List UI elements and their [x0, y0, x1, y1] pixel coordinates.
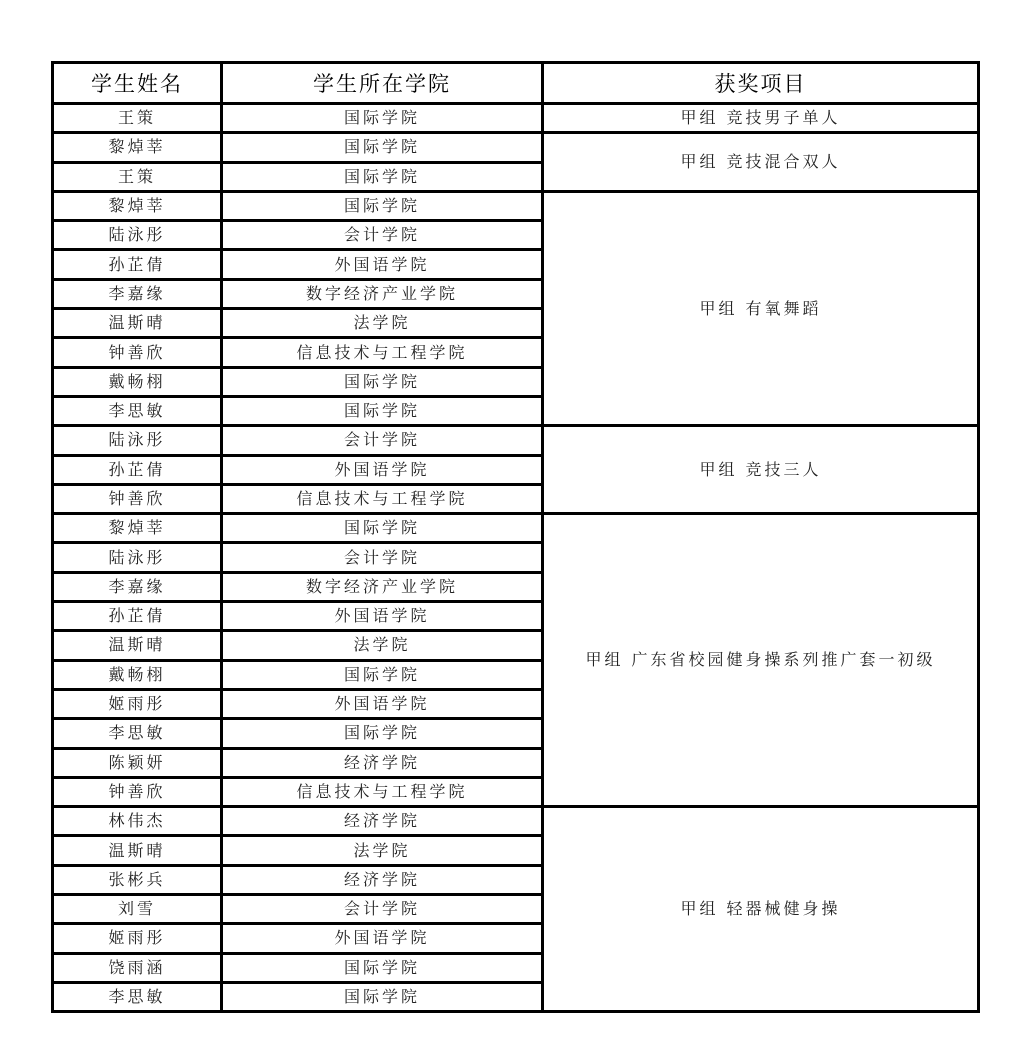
table-row — [53, 104, 979, 133]
header-award: 获奖项目 — [543, 63, 979, 104]
student-name-cell: 陆泳彤 — [53, 543, 222, 572]
student-name-cell: 王策 — [53, 162, 222, 191]
college-cell: 国际学院 — [222, 514, 543, 543]
college-cell: 国际学院 — [222, 396, 543, 425]
student-name-cell: 黎焯莘 — [53, 191, 222, 220]
student-name-cell: 李思敏 — [53, 982, 222, 1011]
student-name-cell: 陆泳彤 — [53, 221, 222, 250]
college-cell: 经济学院 — [222, 748, 543, 777]
table-body — [53, 104, 979, 1012]
student-name-cell: 钟善欣 — [53, 338, 222, 367]
student-name-cell: 黎焯莘 — [53, 133, 222, 162]
student-name-cell: 戴畅栩 — [53, 660, 222, 689]
college-cell: 数字经济产业学院 — [222, 572, 543, 601]
student-name-cell: 温斯晴 — [53, 631, 222, 660]
student-name-cell: 林伟杰 — [53, 807, 222, 836]
student-name-cell: 姬雨彤 — [53, 924, 222, 953]
student-name-cell: 李嘉缘 — [53, 279, 222, 308]
student-name-cell: 孙芷倩 — [53, 602, 222, 631]
college-cell: 法学院 — [222, 836, 543, 865]
student-name-cell: 钟善欣 — [53, 484, 222, 513]
student-name-cell: 黎焯莘 — [53, 514, 222, 543]
student-name-cell: 钟善欣 — [53, 777, 222, 806]
award-cell: 甲组 广东省校园健身操系列推广套一初级 — [543, 514, 979, 807]
college-cell: 外国语学院 — [222, 455, 543, 484]
college-cell: 信息技术与工程学院 — [222, 484, 543, 513]
table-row — [53, 426, 979, 455]
table-row — [53, 133, 979, 162]
college-cell: 国际学院 — [222, 982, 543, 1011]
college-cell: 数字经济产业学院 — [222, 279, 543, 308]
college-cell: 会计学院 — [222, 895, 543, 924]
college-cell: 国际学院 — [222, 660, 543, 689]
award-table — [51, 61, 980, 1013]
header-student-name: 学生姓名 — [53, 63, 222, 104]
award-cell: 甲组 竞技男子单人 — [543, 104, 979, 133]
college-cell: 经济学院 — [222, 865, 543, 894]
college-cell: 会计学院 — [222, 543, 543, 572]
college-cell: 国际学院 — [222, 104, 543, 133]
college-cell: 外国语学院 — [222, 602, 543, 631]
student-name-cell: 温斯晴 — [53, 836, 222, 865]
student-name-cell: 李思敏 — [53, 396, 222, 425]
table-row — [53, 191, 979, 220]
header-row — [53, 63, 979, 104]
award-cell: 甲组 轻器械健身操 — [543, 807, 979, 1012]
college-cell: 信息技术与工程学院 — [222, 338, 543, 367]
student-name-cell: 陈颖妍 — [53, 748, 222, 777]
college-cell: 法学院 — [222, 631, 543, 660]
college-cell: 国际学院 — [222, 719, 543, 748]
student-name-cell: 温斯晴 — [53, 309, 222, 338]
student-name-cell: 陆泳彤 — [53, 426, 222, 455]
college-cell: 会计学院 — [222, 221, 543, 250]
college-cell: 国际学院 — [222, 367, 543, 396]
student-name-cell: 刘雪 — [53, 895, 222, 924]
student-name-cell: 李嘉缘 — [53, 572, 222, 601]
header-college: 学生所在学院 — [222, 63, 543, 104]
table-row — [53, 514, 979, 543]
award-cell: 甲组 竞技混合双人 — [543, 133, 979, 192]
college-cell: 国际学院 — [222, 191, 543, 220]
award-cell: 甲组 有氧舞蹈 — [543, 191, 979, 425]
college-cell: 外国语学院 — [222, 689, 543, 718]
student-name-cell: 李思敏 — [53, 719, 222, 748]
student-name-cell: 姬雨彤 — [53, 689, 222, 718]
student-name-cell: 张彬兵 — [53, 865, 222, 894]
college-cell: 信息技术与工程学院 — [222, 777, 543, 806]
table-row — [53, 807, 979, 836]
college-cell: 经济学院 — [222, 807, 543, 836]
award-cell: 甲组 竞技三人 — [543, 426, 979, 514]
college-cell: 外国语学院 — [222, 250, 543, 279]
student-name-cell: 王策 — [53, 104, 222, 133]
student-name-cell: 戴畅栩 — [53, 367, 222, 396]
student-name-cell: 饶雨涵 — [53, 953, 222, 982]
college-cell: 法学院 — [222, 309, 543, 338]
student-name-cell: 孙芷倩 — [53, 250, 222, 279]
college-cell: 国际学院 — [222, 953, 543, 982]
college-cell: 国际学院 — [222, 133, 543, 162]
college-cell: 外国语学院 — [222, 924, 543, 953]
student-name-cell: 孙芷倩 — [53, 455, 222, 484]
college-cell: 会计学院 — [222, 426, 543, 455]
college-cell: 国际学院 — [222, 162, 543, 191]
